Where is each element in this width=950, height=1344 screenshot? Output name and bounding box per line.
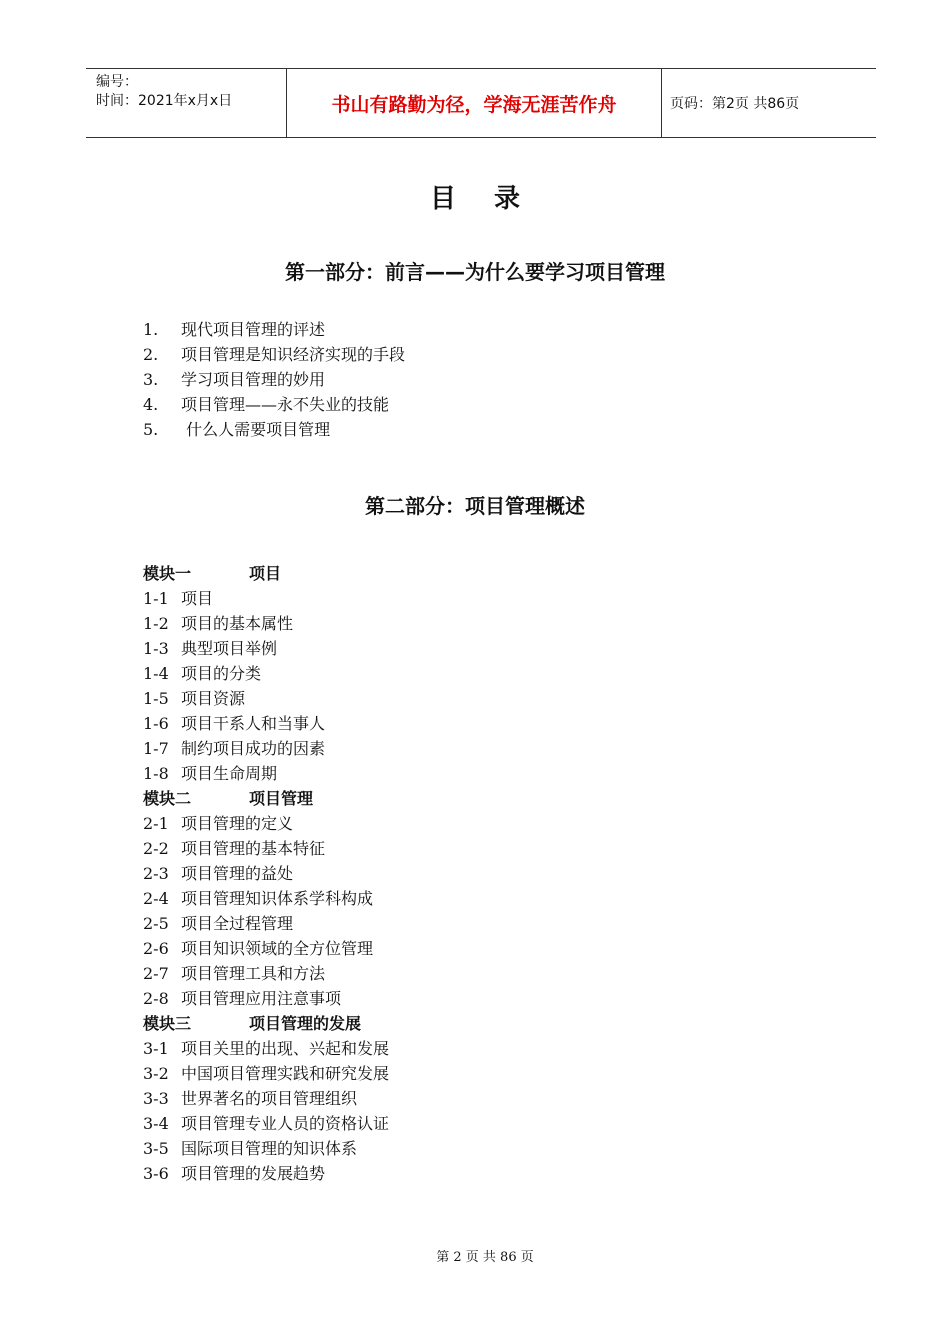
toc-item-text: 项目管理工具和方法 — [181, 964, 326, 983]
module-title: 项目管理 — [249, 789, 314, 808]
header-motto: 书山有路勤为径，学海无涯苦作舟 — [286, 69, 662, 137]
toc-item-number: 1. — [143, 320, 159, 339]
toc-item-text: 项目关里的出现、兴起和发展 — [181, 1039, 390, 1058]
toc-item — [143, 686, 389, 711]
toc-item-text: 现代项目管理的评述 — [181, 320, 326, 339]
toc-item-text: 项目管理知识体系学科构成 — [181, 889, 374, 908]
toc-item-number: 3. — [143, 370, 159, 389]
toc-item-text: 项目管理的益处 — [181, 864, 294, 883]
toc-item-number: 1-3 — [143, 639, 169, 658]
toc-item-text: 项目干系人和当事人 — [181, 714, 326, 733]
toc-item-text: 项目知识领域的全方位管理 — [181, 939, 374, 958]
toc-item-number: 2-2 — [143, 839, 169, 858]
toc-item — [143, 911, 389, 936]
page-footer: 第 2 页 共 86 页 — [436, 1250, 534, 1265]
toc-item — [143, 886, 389, 911]
toc-item-number: 2-1 — [143, 814, 169, 833]
toc-item — [143, 761, 389, 786]
toc-item-text: 制约项目成功的因素 — [181, 739, 326, 758]
toc-item — [143, 736, 389, 761]
toc-item-text: 项目生命周期 — [181, 764, 278, 783]
part2-heading: 第二部分：项目管理概述 — [365, 494, 585, 518]
toc-item-number: 2-8 — [143, 989, 169, 1008]
toc-item — [143, 1086, 389, 1111]
toc-item — [143, 317, 405, 342]
toc-item-text: 项目管理是知识经济实现的手段 — [181, 345, 406, 364]
header-date: 时间：2021年x月x日 — [96, 93, 233, 109]
module-title: 项目 — [249, 564, 282, 583]
toc-item-number: 3-1 — [143, 1039, 169, 1058]
part1-list — [143, 317, 405, 442]
toc-item-text: 典型项目举例 — [181, 639, 278, 658]
module-name: 模块一 — [143, 564, 192, 583]
toc-item-text: 项目管理的定义 — [181, 814, 294, 833]
toc-item — [143, 1161, 389, 1186]
module-heading — [143, 786, 389, 811]
toc-item-number: 2-6 — [143, 939, 169, 958]
toc-item-number: 1-2 — [143, 614, 169, 633]
part2-list — [143, 561, 389, 1186]
toc-item-number: 2-5 — [143, 914, 169, 933]
toc-item-text: 国际项目管理的知识体系 — [181, 1139, 358, 1158]
header-meta — [86, 69, 286, 137]
module-heading — [143, 1011, 389, 1036]
toc-item-text: 项目的分类 — [181, 664, 262, 683]
toc-item-number: 2-3 — [143, 864, 169, 883]
toc-item-number: 1-5 — [143, 689, 169, 708]
toc-item-number: 3-4 — [143, 1114, 169, 1133]
toc-item — [143, 861, 389, 886]
toc-item-number: 3-2 — [143, 1064, 169, 1083]
toc-item — [143, 936, 389, 961]
module-name: 模块二 — [143, 789, 192, 808]
toc-item — [143, 1111, 389, 1136]
toc-item-text: 项目的基本属性 — [181, 614, 294, 633]
toc-item — [143, 367, 405, 392]
page-header — [86, 68, 876, 138]
toc-item-number: 1-4 — [143, 664, 169, 683]
toc-item-number: 3-5 — [143, 1139, 169, 1158]
toc-item — [143, 836, 389, 861]
toc-item-number: 1-7 — [143, 739, 169, 758]
toc-item-number: 5. — [143, 420, 159, 439]
module-title: 项目管理的发展 — [249, 1014, 362, 1033]
toc-item — [143, 711, 389, 736]
header-page-number: 页码：第2页 共86页 — [670, 96, 800, 112]
toc-item-number: 2. — [143, 345, 159, 364]
toc-item — [143, 636, 389, 661]
toc-item — [143, 811, 389, 836]
toc-item — [143, 1061, 389, 1086]
toc-item-text: 项目管理——永不失业的技能 — [181, 395, 390, 414]
toc-item — [143, 961, 389, 986]
toc-item — [143, 342, 405, 367]
toc-item-text: 项目管理的基本特征 — [181, 839, 326, 858]
toc-item-text: 项目 — [181, 589, 214, 608]
toc-item-number: 1-1 — [143, 589, 169, 608]
toc-item-text: 项目资源 — [181, 689, 246, 708]
toc-item-text: 中国项目管理实践和研究发展 — [181, 1064, 390, 1083]
toc-item — [143, 392, 405, 417]
toc-item-number: 4. — [143, 395, 159, 414]
header-serial: 编号： — [96, 74, 138, 90]
toc-item-text: 项目管理专业人员的资格认证 — [181, 1114, 390, 1133]
toc-item-number: 1-8 — [143, 764, 169, 783]
toc-item — [143, 661, 389, 686]
toc-item-number: 3-6 — [143, 1164, 169, 1183]
toc-item-text: 项目管理应用注意事项 — [181, 989, 342, 1008]
toc-item — [143, 586, 389, 611]
toc-item — [143, 1036, 389, 1061]
toc-item — [143, 611, 389, 636]
toc-item-text: 项目管理的发展趋势 — [181, 1164, 326, 1183]
toc-item-text: 学习项目管理的妙用 — [181, 370, 326, 389]
part1-heading: 第一部分：前言——为什么要学习项目管理 — [285, 260, 665, 284]
module-heading — [143, 561, 389, 586]
module-name: 模块三 — [143, 1014, 192, 1033]
toc-item-number: 2-7 — [143, 964, 169, 983]
toc-item — [143, 417, 405, 442]
toc-item-text: 项目全过程管理 — [181, 914, 294, 933]
toc-item — [143, 1136, 389, 1161]
toc-item-number: 2-4 — [143, 889, 169, 908]
toc-item-text: 什么人需要项目管理 — [181, 420, 331, 439]
toc-item-text: 世界著名的项目管理组织 — [181, 1089, 358, 1108]
page-title: 目录 — [429, 184, 558, 214]
toc-item-number: 3-3 — [143, 1089, 169, 1108]
toc-item-number: 1-6 — [143, 714, 169, 733]
toc-item — [143, 986, 389, 1011]
